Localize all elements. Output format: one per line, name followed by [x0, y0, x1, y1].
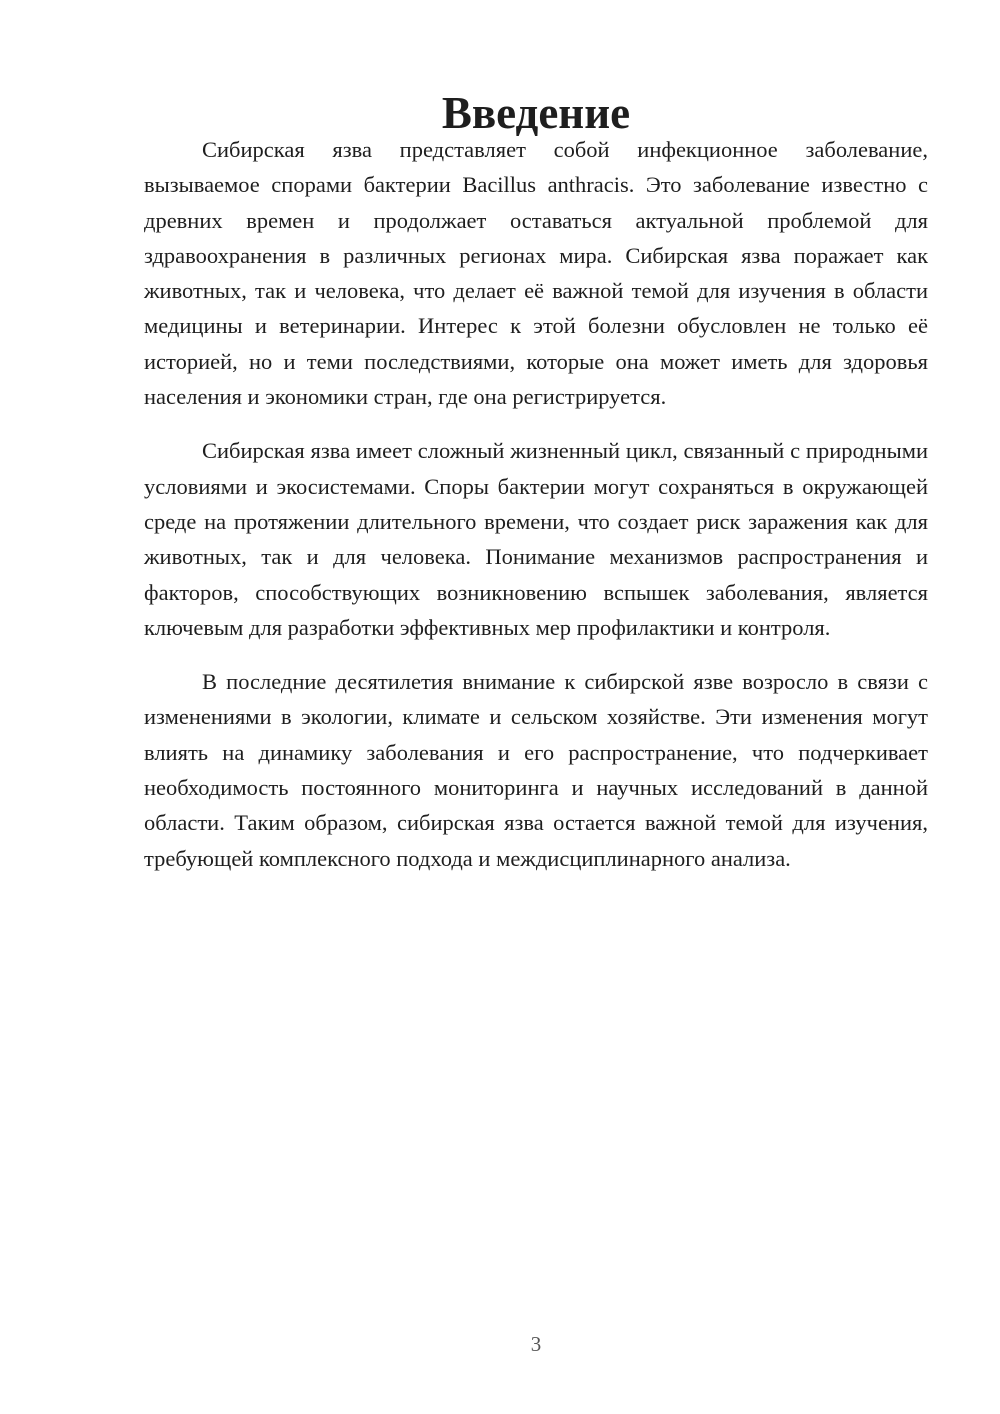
- section-heading: Введение: [441, 88, 631, 138]
- paragraph-3: В последние десятилетия внимание к сибирской язве возросло в связи с изменениями в экологии, климате и сельском хозяйстве. Эти изменения могут влиять на динамику заболевания и его распространение, что подчеркивает необходимость постоянного мониторинга и научных исследований в данной области. Таким образом, сибирская язва остается важной темой для изучения, требующей комплексного подхода и междисциплинарного анализа.: [144, 669, 928, 871]
- paragraph-2: Сибирская язва имеет сложный жизненный цикл, связанный с природными условиями и экосистемами. Споры бактерии могут сохраняться в окружающей среде на протяжении длительного времени, что создает риск заражения как для животных, так и для человека. Понимание механизмов распространения и факторов, способствующих возникновению вспышек заболевания, является ключевым для разработки эффективных мер профилактики и контроля.: [144, 438, 928, 640]
- page-content: [144, 88, 928, 876]
- page-number: 3: [530, 1332, 542, 1356]
- paragraph-1: Сибирская язва представляет собой инфекционное заболевание, вызываемое спорами бактерии Bacillus anthracis. Это заболевание известно с древних времен и продолжает оставаться актуальной проблемой для здравоохранения в различных регионах мира. Сибирская язва поражает как животных, так и человека, что делает её важной темой для изучения в области медицины и ветеринарии. Интерес к этой болезни обусловлен не только её историей, но и теми последствиями, которые она может иметь для здоровья населения и экономики стран, где она регистрируется.: [144, 137, 928, 410]
